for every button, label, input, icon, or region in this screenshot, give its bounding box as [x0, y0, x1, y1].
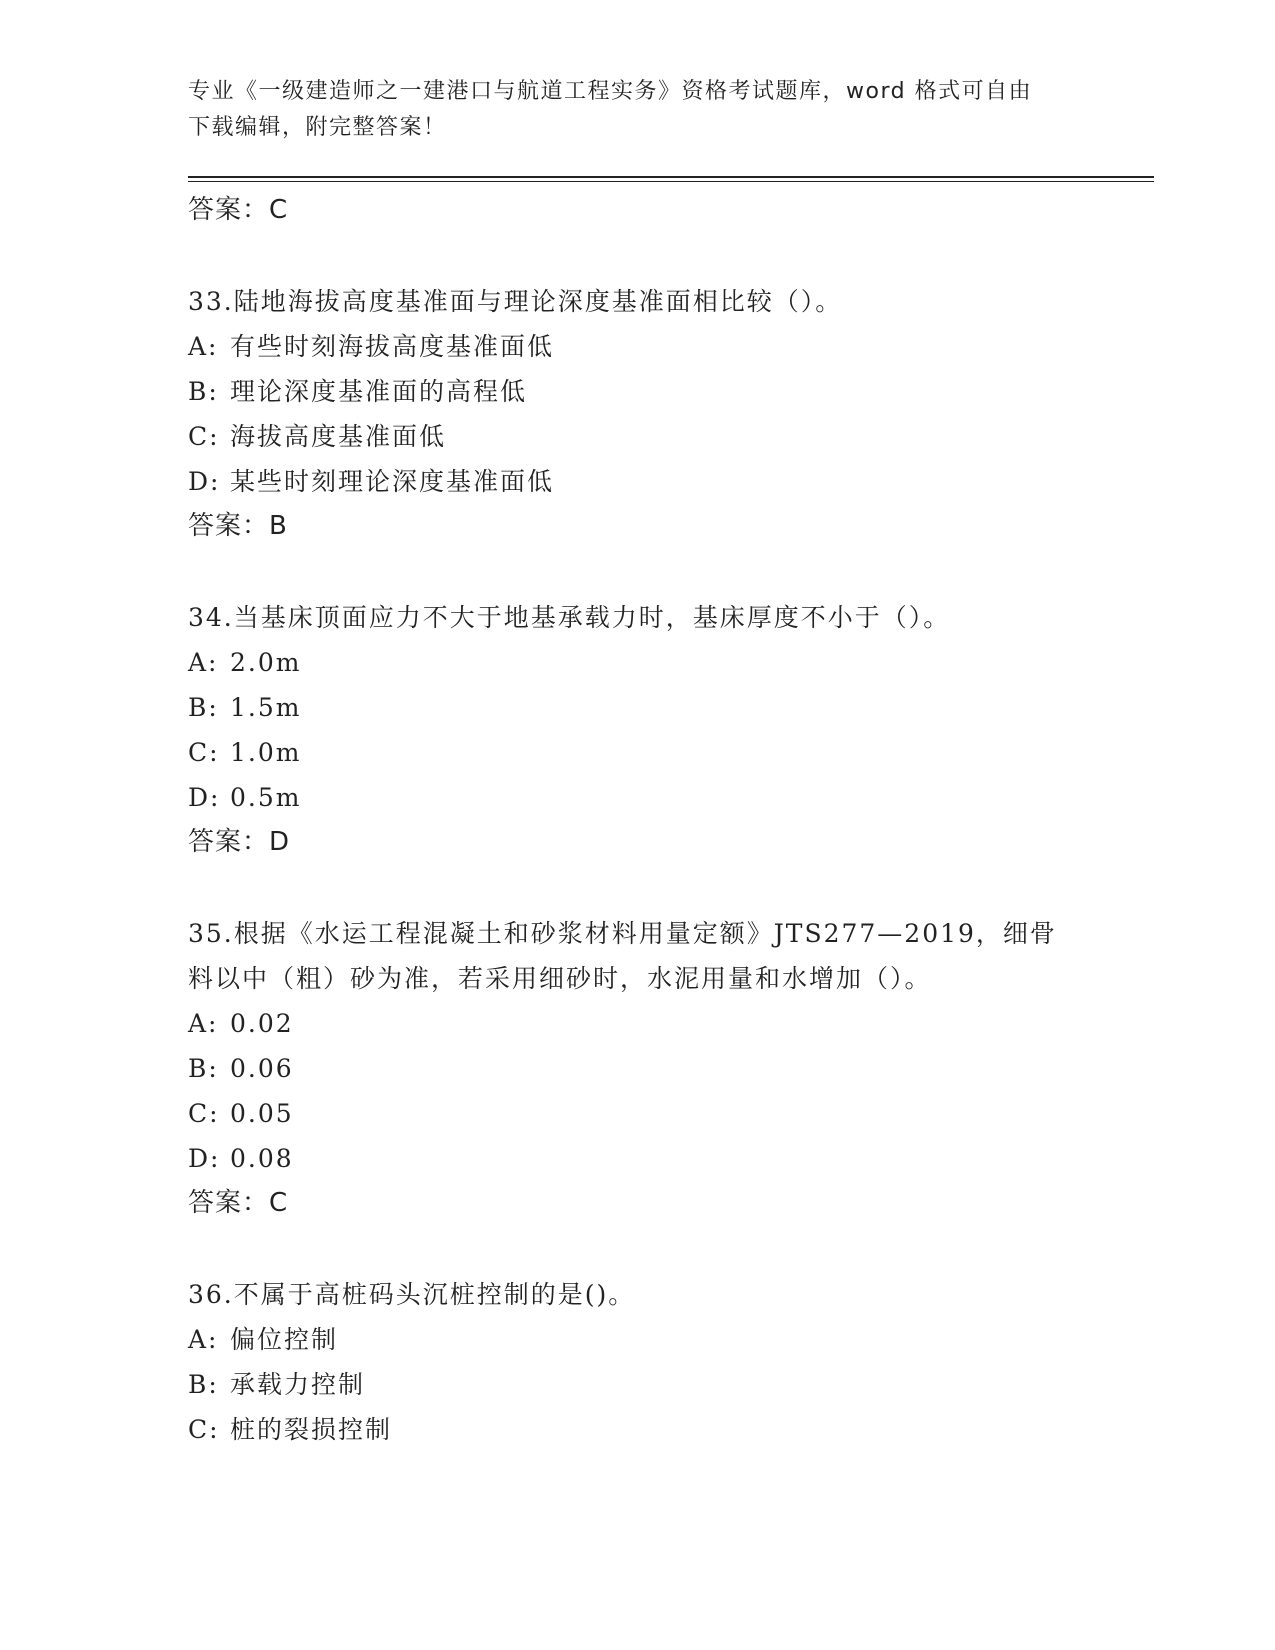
option-key: A:	[188, 1009, 219, 1038]
option-key: B:	[188, 377, 219, 406]
option-key: C:	[188, 422, 220, 451]
question-stem-line-2: 料以中（粗）砂为准，若采用细砂时，水泥用量和水增加（）。	[188, 964, 932, 993]
option-key: B:	[188, 693, 219, 722]
question-36	[188, 1272, 1148, 1452]
option-c	[188, 1407, 1148, 1452]
question-answer: 答案：C	[188, 1188, 289, 1218]
option-text: 0.06	[230, 1054, 294, 1083]
option-text: 海拔高度基准面低	[230, 422, 447, 451]
option-c	[188, 730, 1148, 775]
option-text: 0.5m	[230, 783, 302, 812]
option-b	[188, 369, 1148, 414]
option-c	[188, 1091, 1148, 1136]
option-text: 理论深度基准面的高程低	[230, 377, 528, 406]
option-text: 1.5m	[230, 693, 302, 722]
header-line-2: 下载编辑，附完整答案！	[188, 115, 447, 140]
spacer	[188, 549, 1148, 595]
header-divider-thin	[188, 181, 1154, 182]
question-answer: 答案：B	[188, 511, 288, 541]
question-34	[188, 595, 1148, 865]
option-key: D:	[188, 783, 221, 812]
question-33	[188, 279, 1148, 549]
option-text: 0.05	[230, 1099, 294, 1128]
previous-answer: 答案：C	[188, 195, 289, 225]
question-stem-line-1: 35.根据《水运工程混凝土和砂浆材料用量定额》JTS277—2019，细骨	[188, 919, 1057, 948]
option-b	[188, 1046, 1148, 1091]
option-d	[188, 459, 1148, 504]
option-key: A:	[188, 1325, 219, 1354]
option-a	[188, 1001, 1148, 1046]
question-stem: 34.当基床顶面应力不大于地基承载力时，基床厚度不小于（）。	[188, 603, 951, 632]
question-list	[188, 188, 1148, 1452]
option-key: C:	[188, 1415, 220, 1444]
spacer	[188, 865, 1148, 911]
option-text: 0.02	[230, 1009, 294, 1038]
spacer	[188, 233, 1148, 279]
option-text: 1.0m	[230, 738, 302, 767]
question-stem: 36.不属于高桩码头沉桩控制的是()。	[188, 1280, 636, 1309]
option-key: A:	[188, 332, 219, 361]
option-key: B:	[188, 1054, 219, 1083]
question-stem: 33.陆地海拔高度基准面与理论深度基准面相比较（）。	[188, 287, 843, 316]
option-key: C:	[188, 1099, 220, 1128]
question-answer: 答案：D	[188, 827, 291, 857]
option-key: A:	[188, 648, 219, 677]
spacer	[188, 1226, 1148, 1272]
option-text: 有些时刻海拔高度基准面低	[230, 332, 555, 361]
question-35	[188, 911, 1148, 1226]
option-text: 某些时刻理论深度基准面低	[230, 467, 555, 496]
option-c	[188, 414, 1148, 459]
option-a	[188, 640, 1148, 685]
header-line-1: 专业《一级建造师之一建港口与航道工程实务》资格考试题库，word 格式可自由	[188, 79, 1033, 104]
option-b	[188, 685, 1148, 730]
header-divider-thick	[188, 176, 1154, 178]
option-a	[188, 324, 1148, 369]
option-text: 偏位控制	[230, 1325, 339, 1354]
option-key: D:	[188, 1144, 221, 1173]
option-a	[188, 1317, 1148, 1362]
option-d	[188, 775, 1148, 820]
option-key: B:	[188, 1370, 219, 1399]
option-text: 0.08	[230, 1144, 294, 1173]
option-key: D:	[188, 467, 221, 496]
option-text: 承载力控制	[230, 1370, 366, 1399]
option-text: 桩的裂损控制	[230, 1415, 393, 1444]
option-b	[188, 1362, 1148, 1407]
option-d	[188, 1136, 1148, 1181]
option-text: 2.0m	[230, 648, 302, 677]
option-key: C:	[188, 738, 220, 767]
document-header	[188, 74, 1088, 146]
